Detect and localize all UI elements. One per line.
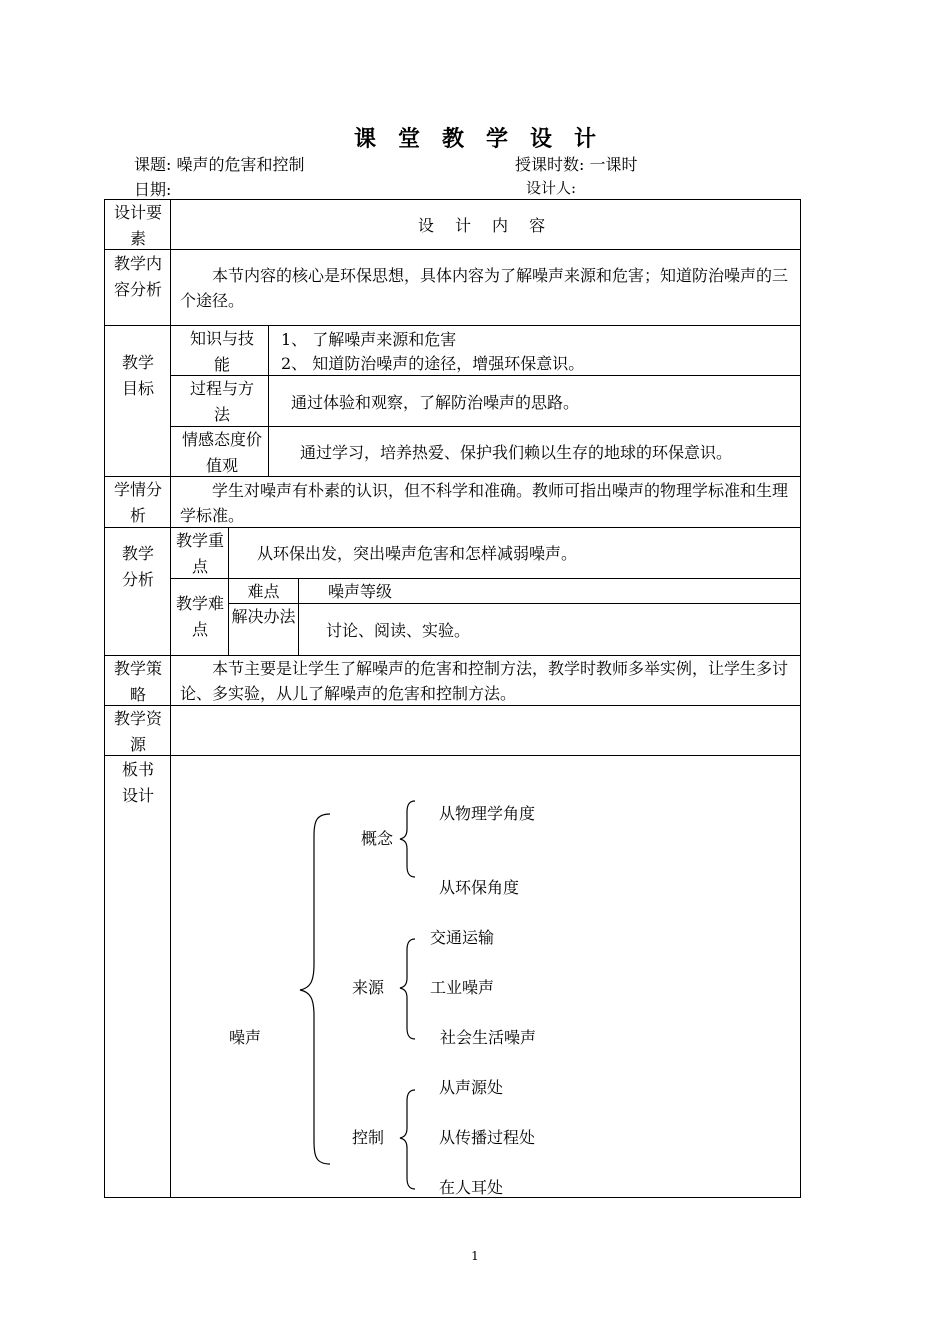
topic-label: 课题:	[134, 155, 172, 174]
board-item-industry: 工业噪声	[430, 978, 495, 997]
solution-label: 解决办法	[231, 607, 296, 626]
process-text: 通过体验和观察，了解防治噪声的思路。	[291, 393, 580, 412]
knowledge-item-1: 1、 了解噪声来源和危害	[281, 330, 457, 349]
board-root: 噪声	[229, 1028, 262, 1047]
board-branch-concept: 概念	[361, 829, 394, 848]
analysis-label: 教学分析	[122, 544, 155, 589]
emotion-text: 通过学习，培养热爱、保护我们赖以生存的地球的环保意识。	[300, 443, 733, 462]
key-text: 从环保出发，突出噪声危害和怎样减弱噪声。	[257, 544, 578, 563]
board-label: 板书设计	[122, 760, 155, 805]
board-item-ear: 在人耳处	[439, 1178, 504, 1197]
source-brace	[400, 939, 415, 1039]
board-branch-control: 控制	[352, 1128, 385, 1147]
situation-text: 学生对噪声有朴素的认识，但不科学和准确。教师可指出噪声的物理学标准和生理学标准。	[180, 481, 789, 525]
control-brace	[400, 1090, 415, 1189]
knowledge-item-2: 2、 知道防治噪声的途径，增强环保意识。	[281, 354, 585, 373]
situation-label: 学情分析	[113, 480, 162, 525]
hard-point-label: 难点	[247, 582, 280, 601]
concept-brace	[400, 801, 415, 877]
board-item-source: 从声源处	[439, 1078, 504, 1097]
strategy-label: 教学策略	[113, 659, 162, 704]
solution-text: 讨论、阅读、实验。	[326, 621, 471, 640]
knowledge-label: 知识与技能	[190, 329, 255, 374]
designer-label: 设计人:	[526, 179, 577, 197]
page-number: 1	[471, 1249, 479, 1263]
elements-label: 设计要素	[113, 203, 162, 248]
hours-label: 授课时数:	[515, 155, 585, 174]
board-item-environment: 从环保角度	[439, 878, 520, 897]
hard-point-text: 噪声等级	[328, 582, 393, 601]
objectives-label: 教学目标	[122, 353, 155, 398]
date-label: 日期:	[134, 180, 172, 199]
process-label: 过程与方法	[190, 379, 255, 424]
topic-value: 噪声的危害和控制	[176, 155, 305, 174]
key-label: 教学重点	[176, 531, 225, 576]
content-analysis-label: 教学内容分析	[113, 254, 162, 299]
difficulty-label: 教学难点	[176, 594, 225, 639]
board-item-traffic: 交通运输	[430, 928, 495, 947]
hours-value: 一课时	[589, 155, 638, 174]
resources-label: 教学资源	[113, 709, 162, 754]
root-brace	[300, 814, 330, 1164]
content-analysis-text: 本节内容的核心是环保思想，具体内容为了解噪声来源和危害；知道防治噪声的三个途径。	[180, 266, 789, 310]
board-item-physics: 从物理学角度	[439, 804, 536, 823]
strategy-text: 本节主要是让学生了解噪声的危害和控制方法，教学时教师多举实例，让学生多讨论、多实验，从儿了解噪声的危害和控制方法。	[180, 659, 789, 703]
board-branch-source: 来源	[352, 978, 385, 997]
board-item-social: 社会生活噪声	[440, 1028, 537, 1047]
page-title: 课堂教学设计	[353, 126, 618, 152]
emotion-label: 情感态度价值观	[181, 430, 262, 475]
content-header: 设 计 内 容	[417, 216, 554, 235]
board-item-transmission: 从传播过程处	[439, 1128, 536, 1147]
